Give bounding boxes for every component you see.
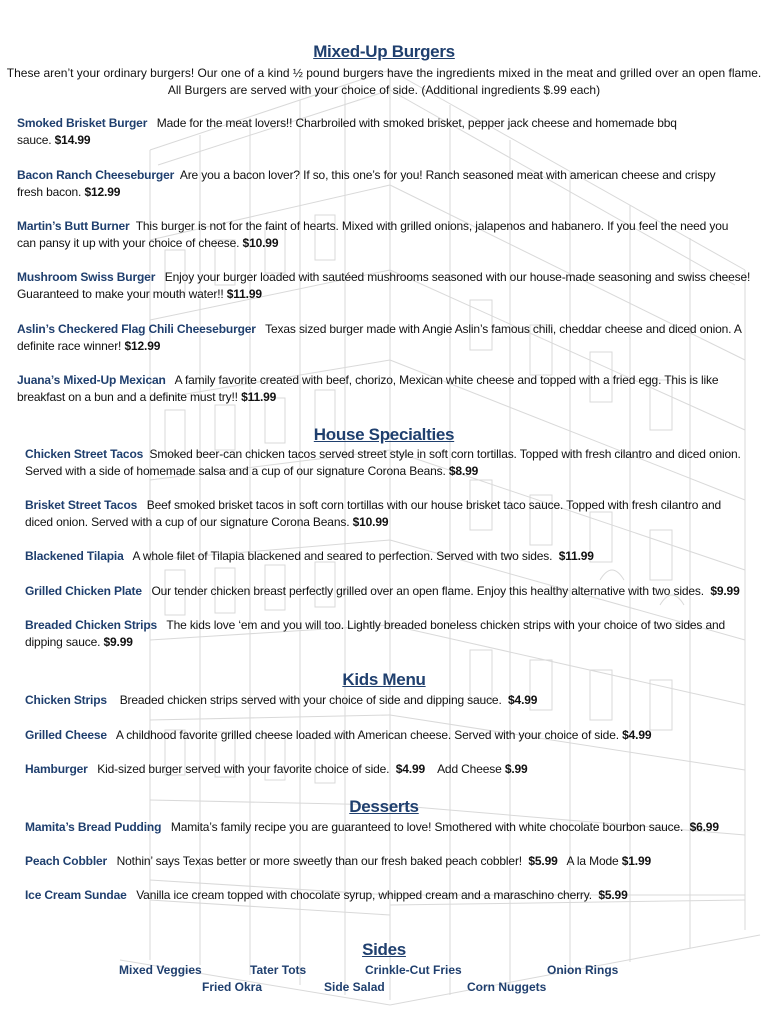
item-desc: Beef smoked brisket tacos in soft corn tortillas with our house brisket taco sauce. Topped with fresh cilantro and diced onion. Served with a cup of our signature Corona Beans. [25,498,722,529]
item-desc: Are you a bacon lover? If so, this one’s for you! Ranch seasoned meat with american cheese and crispy fresh bacon. [17,168,716,199]
item-price: $6.99 [689,820,719,834]
item-price: $11.99 [226,287,262,301]
item-price: $9.99 [103,635,133,649]
item-name: Ice Cream Sundae [25,888,127,902]
item-name: Chicken Strips [25,693,107,707]
item-extra-price: $1.99 [621,854,652,868]
item-desc: Mamita’s family recipe you are guaranteed to love! Smothered with white chocolate bourbon sauce. [170,820,684,834]
item-extra-price: $.99 [504,762,528,776]
side-item-tater-tots: Tater Tots [250,963,307,977]
item-price: $4.99 [622,728,652,742]
item-desc: Kid-sized burger served with your favorite choice of side. [97,762,390,776]
item-name: Grilled Chicken Plate [25,584,142,598]
item-price: $10.99 [352,515,389,529]
item-extra-label: Add Cheese [437,762,502,776]
item-name: Hamburger [25,762,88,776]
item-price: $10.99 [242,236,279,250]
item-desc: This burger is not for the faint of hearts. Mixed with grilled onions, jalapenos and habanero. If you feel the need you can pansy it up with your choice of cheese. [17,219,729,250]
item-name: Juana’s Mixed-Up Mexican [17,373,166,387]
item-name: Blackened Tilapia [25,549,124,563]
menu-item-smoked-brisket-burger [17,115,707,149]
item-price: $4.99 [508,693,538,707]
item-desc: Our tender chicken breast perfectly grilled over an open flame. Enjoy this healthy alternative with two sides. [151,584,704,598]
menu-item-kids-hamburger [25,761,750,778]
menu-item-ice-cream-sundae [25,887,750,904]
side-item-fried-okra: Fried Okra [202,980,263,994]
item-price: $14.99 [54,133,91,147]
menu-item-aslins-checkered-flag [17,321,757,355]
item-desc: Enjoy your burger loaded with sautéed mushrooms seasoned with our house-made seasoning and swiss cheese! Guaranteed to make your mouth water!! [17,270,751,301]
item-desc: Smoked beer-can chicken tacos served street style in soft corn tortillas. Topped with fresh cilantro and diced onion. Served with a side of homemade salsa and a cup of our signature Corona Beans. [25,447,741,478]
item-name: Smoked Brisket Burger [17,116,148,130]
item-name: Chicken Street Tacos [25,447,144,461]
item-price: $8.99 [448,464,479,478]
specialties-title: House Specialties [313,425,455,444]
item-desc: A family favorite created with beef, chorizo, Mexican white cheese and topped with a fried egg. This is like breakfast on a bun and a definite must try!! [17,373,719,404]
item-price: $9.99 [710,584,740,598]
menu-item-brisket-street-tacos [25,497,735,531]
side-item-mixed-veggies: Mixed Veggies [119,963,202,977]
item-name: Bacon Ranch Cheeseburger [17,168,175,182]
sides-title: Sides [362,940,406,959]
item-name: Peach Cobbler [25,854,108,868]
item-name: Martin’s Butt Burner [17,219,130,233]
item-desc: A whole filet of Tilapia blackened and seared to perfection. Served with two sides. [132,549,553,563]
menu-item-blackened-tilapia [25,548,745,565]
item-price: $4.99 [395,762,425,776]
burgers-intro-line-2: All Burgers are served with your choice of side. (Additional ingredients $.99 each) [167,83,601,97]
item-price: $12.99 [124,339,161,353]
menu-item-chicken-street-tacos [25,446,750,480]
side-item-onion-rings: Onion Rings [547,963,619,977]
item-desc: Breaded chicken strips served with your choice of side and dipping sauce. [119,693,502,707]
menu-item-mushroom-swiss-burger [17,269,752,303]
item-desc: Made for the meat lovers!! Charbroiled with smoked brisket, pepper jack cheese and homemade bbq sauce. [17,116,677,147]
menu-item-martins-butt-burner [17,218,732,252]
item-desc: Vanilla ice cream topped with chocolate syrup, whipped cream and a maraschino cherry. [136,888,592,902]
item-desc: Nothin’ says Texas better or more sweetly than our fresh baked peach cobbler! [116,854,522,868]
menu-item-grilled-chicken-plate [25,583,750,600]
item-name: Mamita’s Bread Pudding [25,820,162,834]
item-price: $12.99 [84,185,121,199]
item-price: $11.99 [241,390,277,404]
item-name: Grilled Cheese [25,728,107,742]
item-extra-label: A la Mode [566,854,619,868]
item-name: Aslin’s Checkered Flag Chili Cheeseburger [17,322,256,336]
item-desc: Texas sized burger made with Angie Aslin’s famous chili, cheddar cheese and diced onion. A definite race winner! [17,322,742,353]
kids-title: Kids Menu [342,670,426,689]
side-item-corn-nuggets: Corn Nuggets [467,980,547,994]
item-price: $11.99 [558,549,594,563]
item-name: Mushroom Swiss Burger [17,270,156,284]
side-item-side-salad: Side Salad [324,980,385,994]
item-price: $5.99 [528,854,558,868]
menu-item-kids-chicken-strips [25,692,750,709]
menu-item-bread-pudding [25,819,750,836]
menu-item-breaded-chicken-strips [25,617,750,651]
item-name: Brisket Street Tacos [25,498,138,512]
item-name: Breaded Chicken Strips [25,618,158,632]
side-item-crinkle-cut-fries: Crinkle-Cut Fries [365,963,462,977]
burgers-title: Mixed-Up Burgers [313,42,455,61]
desserts-title: Desserts [349,797,419,816]
item-desc: A childhood favorite grilled cheese loaded with American cheese. Served with your choice of side. [115,728,619,742]
item-price: $5.99 [598,888,628,902]
menu-item-peach-cobbler [25,853,750,870]
item-desc: The kids love ‘em and you will too. Lightly breaded boneless chicken strips with your choice of two sides and dipping sauce. [25,618,726,649]
menu-item-bacon-ranch-cheeseburger [17,167,722,201]
menu-item-kids-grilled-cheese [25,727,750,744]
menu-item-juanas-mixed-up-mexican [17,372,752,406]
burgers-intro-line-1: These aren’t your ordinary burgers! Our one of a kind ½ pound burgers have the ingredients mixed in the meat and grilled over an open flame. [6,66,762,80]
